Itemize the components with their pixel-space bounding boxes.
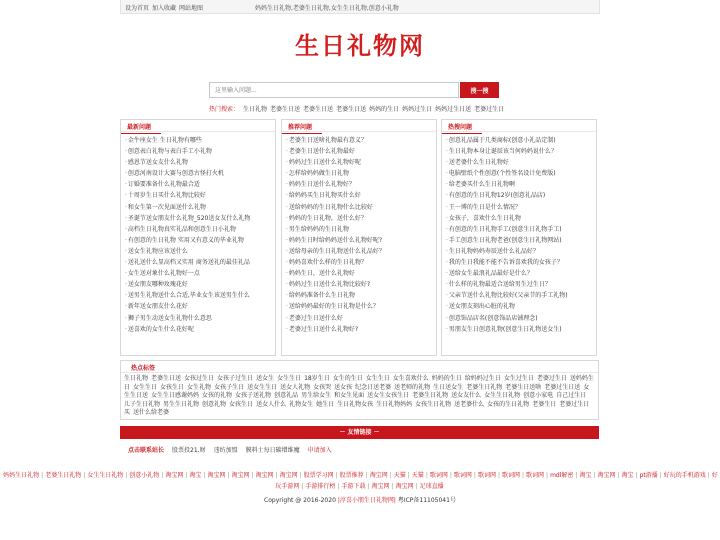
tag-link[interactable]: 女生生日 [133, 383, 158, 391]
question-link[interactable]: · 十周岁生日买什么礼物比较好 [125, 190, 275, 201]
question-link[interactable]: · 创意表白礼物与表白手工小礼物 [125, 146, 275, 157]
footer-link[interactable]: 手游下载 [341, 483, 366, 490]
tag-link[interactable]: 女生的生日 [332, 375, 363, 382]
question-link[interactable]: · 送女生礼物应该送什么 [125, 246, 275, 257]
tag-link[interactable]: 女孩的生日礼物 [487, 400, 530, 408]
tag-link[interactable]: 女生生日礼物 [484, 392, 521, 400]
question-list [121, 132, 275, 335]
panel-header [442, 120, 596, 132]
question-link[interactable]: · 狮子男生动送女生礼物什么意思 [125, 313, 275, 324]
footer-link[interactable]: 天猫 [411, 472, 424, 479]
question-link[interactable]: · 老婆生日送什么礼物最好 [286, 146, 436, 157]
hot-search-item[interactable]: 妈妈过生日 [402, 106, 433, 113]
tag-link[interactable]: 女孩子送礼物 [235, 392, 272, 400]
tag-link[interactable]: 和女生见面 [334, 392, 365, 400]
friend-links-nav [120, 445, 599, 455]
footer-link[interactable]: 淘宝 [621, 472, 634, 479]
hot-search-item[interactable]: 老婆生日送 [336, 106, 367, 113]
question-link[interactable]: · 金牛座女生 生日礼物有哪些 [125, 135, 275, 146]
question-link[interactable]: · 女孩子，喜欢什么生日礼物 [446, 213, 596, 224]
tag-link[interactable]: 女生生日感谢妈妈 [151, 392, 200, 400]
footer-link[interactable]: 淘宝网 [371, 483, 390, 490]
hot-search-item[interactable]: 妈妈过生日送 [435, 106, 472, 113]
link-separator: | [449, 472, 452, 479]
friend-nav-link[interactable]: 股票投21.财 [172, 447, 206, 454]
link-separator: | [707, 472, 710, 479]
footer-link[interactable]: 创意小礼物 [129, 472, 160, 479]
footer-link[interactable]: 歌词网 [526, 472, 545, 479]
footer-link[interactable]: 女生生日礼物 [87, 472, 124, 479]
link-separator: | [203, 472, 206, 479]
question-link[interactable]: · 有创意的生日礼物 实用又有意义的毕业礼物 [125, 235, 275, 246]
footer-link[interactable]: 好玩手游网 [275, 472, 718, 490]
friend-nav-link[interactable]: 违纺加盟 [213, 447, 238, 454]
tag-cloud [121, 373, 598, 420]
footer-link[interactable]: 淘宝网 [231, 472, 250, 479]
tag-link[interactable]: 女孩子生日 [214, 383, 245, 391]
question-link[interactable]: · 送礼送什么显高档又实用 商务送礼的最佳礼品 [125, 257, 275, 268]
question-link[interactable]: · 妈妈喜欢什么样的生日礼物？ [286, 257, 436, 268]
question-link[interactable]: · 给妈妈买生日礼物买什么好 [286, 190, 436, 201]
tag-link[interactable]: 送女人礼物 [280, 383, 311, 391]
question-link[interactable]: · 妈妈生日时给妈妈送什么礼物好呢? [286, 235, 436, 246]
question-link[interactable]: · 老婆过生日送什么礼物好? [286, 324, 436, 335]
tag-link[interactable]: 女生过生日 [503, 375, 534, 382]
link-separator: | [41, 472, 44, 479]
add-favorite-link[interactable]: 加入收藏 [152, 5, 177, 12]
footer-link[interactable]: 足球直播 [419, 483, 444, 490]
hot-questions-panel [441, 119, 597, 356]
link-separator: | [391, 483, 394, 490]
tag-link[interactable]: 送女生女孩生日 [367, 392, 410, 400]
footer-link[interactable]: 淘宝网 [207, 472, 226, 479]
link-separator: | [617, 472, 620, 479]
tag-link[interactable]: 老婆生日 [532, 400, 557, 408]
tag-link[interactable]: 纪念日送老婆 [355, 383, 392, 391]
friend-links-title: － 友情链接 － [120, 426, 599, 439]
question-link[interactable]: · 电脑壁纸个性创意(个性签名设计免费版) [446, 168, 596, 179]
tag-link[interactable]: 老婆生日送啥 [505, 383, 542, 391]
latest-questions-panel [120, 119, 276, 356]
tag-link[interactable]: 礼物女生 [289, 400, 314, 408]
question-link[interactable]: · 给妈妈准备什么生日礼物 [286, 290, 436, 301]
question-link[interactable]: · 和女生第一次见面送什么礼物 [125, 202, 275, 213]
top-keywords: 妈妈生日礼物,老婆生日礼物,女生生日礼物,创意小礼物 [255, 5, 399, 12]
tag-link[interactable]: 女孩生日 [229, 400, 254, 408]
link-separator: | [367, 483, 370, 490]
tag-link[interactable]: 女孩哭 [313, 383, 332, 391]
link-separator: | [415, 483, 418, 490]
tag-link[interactable]: 自己过生日 [556, 392, 587, 400]
hot-search-item[interactable]: 老婆生日送 [270, 106, 301, 113]
footer-link[interactable]: 淘宝网 [255, 472, 274, 479]
friend-nav-link[interactable]: 申请加入 [307, 447, 332, 454]
question-link[interactable]: · 送给女生最浪礼品最好是什么？ [446, 268, 596, 279]
link-separator: | [227, 472, 230, 479]
hot-search-label: 热门搜索： [209, 106, 240, 113]
top-bar [120, 0, 600, 14]
recommended-questions-panel [281, 119, 437, 356]
footer-link[interactable]: 老婆生日礼物 [45, 472, 82, 479]
footer-link[interactable]: pt游播 [639, 472, 658, 479]
hot-search [209, 104, 510, 113]
question-link[interactable]: · 父亲节送什么礼物比较好(父亲节的手工礼物) [446, 290, 596, 301]
tag-link[interactable]: 女孩生日 [160, 383, 185, 391]
link-separator: | [365, 472, 368, 479]
link-separator: | [473, 472, 476, 479]
question-link[interactable]: · 送给妈妈的生日礼物什么比较好 [286, 202, 436, 213]
question-link[interactable]: · 男朋友生日创意礼物(创意生日礼物送女生) [446, 324, 596, 335]
footer-link[interactable]: 歌词网 [501, 472, 520, 479]
tag-link[interactable]: 送女孩 [334, 383, 353, 391]
footer-link[interactable]: 手游排行榜 [305, 483, 336, 490]
question-list [442, 132, 596, 335]
tag-link[interactable]: 老婆生日送 [151, 375, 182, 382]
question-link[interactable]: · 女生送对象什么礼物好一点 [125, 268, 275, 279]
question-list [282, 132, 436, 335]
tag-link[interactable]: 老婆生日礼物 [412, 392, 449, 400]
question-link[interactable]: · 高档生日礼物真实礼品和创意生日小礼物 [125, 224, 275, 235]
link-separator: | [593, 472, 596, 479]
friend-nav-link[interactable]: 点击联系站长 [128, 447, 165, 454]
tag-link[interactable]: 老婆过生日 [536, 375, 567, 382]
tag-link[interactable]: 女孩生日礼物 [415, 400, 452, 408]
question-link[interactable]: · 手工创意生日礼物老爸(创意生日礼物网站) [446, 235, 596, 246]
question-link[interactable]: · 创意礼品属于几类商标(创意小礼品定制) [446, 135, 596, 146]
question-link[interactable]: · 老婆生日送啥礼物最有意义？ [286, 135, 436, 146]
footer-link[interactable]: 淘宝网 [597, 472, 616, 479]
question-link[interactable]: · 妈妈过生日送什么礼物好呢 [286, 157, 436, 168]
link-separator: | [389, 472, 392, 479]
link-separator: | [659, 472, 662, 479]
tag-link[interactable]: 女生生日送 [124, 383, 590, 400]
tag-link[interactable]: 创意礼品 [274, 392, 299, 400]
tag-link[interactable]: 女孩子过生日 [217, 375, 254, 382]
question-link[interactable]: · 送男生礼物送什么合适,毕业女生该送男生什么 [125, 290, 275, 301]
link-separator: | [522, 472, 525, 479]
search-input[interactable] [209, 82, 459, 98]
link-separator: | [301, 483, 304, 490]
tag-link[interactable]: 男生生日礼物 [163, 400, 200, 408]
question-link[interactable]: · 送老婆什么生日礼物好 [446, 157, 596, 168]
panel-title: 热点标签 [131, 365, 156, 372]
question-link[interactable]: · 送女朋友刻出心脏的礼物 [446, 301, 596, 312]
question-link[interactable]: · 有创意的生日礼物手工(创意生日礼物手工) [446, 224, 596, 235]
hot-search-item[interactable]: 老婆过生日 [474, 106, 505, 113]
hot-search-item[interactable]: 生日礼物 [243, 106, 268, 113]
tag-link[interactable]: 送老婆什么 [454, 400, 485, 408]
question-link[interactable]: · 送给母亲的生日礼物送什么礼品好？ [286, 246, 436, 257]
friend-links [0, 470, 720, 494]
footer-link[interactable]: 淘宝网 [369, 472, 388, 479]
tag-link[interactable]: 送女生生日 [247, 383, 278, 391]
tag-link[interactable]: 女生喜欢什么 [392, 375, 429, 382]
tag-link[interactable]: 女生生日 [277, 375, 302, 382]
panel-title: 热搜问题 [448, 124, 473, 131]
link-separator: | [251, 472, 254, 479]
hot-search-item[interactable]: 妈妈的生日 [369, 106, 400, 113]
question-link[interactable]: · 送给妈妈最好的生日礼物是什么？ [286, 301, 436, 312]
tag-link[interactable]: 创意小家电 [523, 392, 554, 400]
footer-link[interactable]: 淘宝 [189, 472, 202, 479]
footer-link[interactable]: 淘宝 [579, 472, 592, 479]
icp-number[interactable]: 粤ICP备11105041号 [397, 497, 456, 504]
panel-header [121, 120, 275, 132]
question-link[interactable]: · 有创意的生日礼物12岁(创意礼品店) [446, 190, 596, 201]
question-link[interactable]: · 男生给妈妈的生日礼物 [286, 224, 436, 235]
question-link[interactable]: · 送女朋友哪种玫瑰花好 [125, 279, 275, 290]
tag-link[interactable]: 老婆过生日买 [124, 400, 590, 417]
question-link[interactable]: · 妈妈生日送什么礼物好？ [286, 179, 436, 190]
footer-link[interactable]: 歌词网 [477, 472, 496, 479]
link-separator: | [337, 483, 340, 490]
panel-title: 最新问题 [127, 124, 152, 131]
footer-link[interactable]: mdl解密 [550, 472, 574, 479]
tag-link[interactable]: 女孩过生日 [184, 375, 215, 382]
link-separator: | [425, 472, 428, 479]
tag-link[interactable]: 生日礼物 [124, 375, 149, 382]
panel-title: 推荐问题 [288, 124, 313, 131]
hot-tags-panel [120, 360, 599, 420]
tag-link[interactable]: 送什么给老婆 [133, 409, 170, 417]
question-link[interactable]: · 给老婆买什么生日礼物啊 [446, 179, 596, 190]
link-separator: | [575, 472, 578, 479]
tag-link[interactable]: 送妈妈生日 [124, 375, 594, 391]
footer-link[interactable]: 淘宝网 [279, 472, 298, 479]
question-link[interactable]: · 圣诞节送女朋友什么礼物_520送女友什么礼物 [125, 213, 275, 224]
question-link[interactable]: · 怎样给妈妈做生日礼物 [286, 168, 436, 179]
link-separator: | [161, 472, 164, 479]
question-link[interactable]: · 创意饰品店名(创意饰品店铺理念) [446, 313, 596, 324]
question-link[interactable]: · 妈妈过生日送什么礼物比较好? [286, 279, 436, 290]
tag-link[interactable]: 送女人什么 [256, 400, 287, 408]
copyright [0, 495, 720, 504]
copyright-site-link[interactable]: |淳喜小朋生日礼物网| [337, 497, 396, 504]
footer-link[interactable]: 歌词网 [429, 472, 448, 479]
friend-nav-link[interactable]: 膜料士每日碳增维魔 [245, 447, 300, 454]
copyright-text: Copyright @ 2016-2020 [264, 497, 336, 504]
question-link[interactable]: · 送喜欢的女生什么花好呢 [125, 324, 275, 335]
tag-link[interactable]: 儿子生日礼物 [124, 400, 161, 408]
tag-link[interactable]: 创意礼物 [202, 400, 227, 408]
tag-link[interactable]: 生日礼物妈妈 [376, 400, 413, 408]
question-link[interactable]: · 新年送女朋友什么花好 [125, 301, 275, 312]
question-link[interactable]: · 感恩节送女友什么礼物 [125, 157, 275, 168]
footer-link[interactable]: 股票学习网 [303, 472, 334, 479]
tag-link[interactable]: 妈妈的生日 [431, 375, 462, 382]
tag-link[interactable]: 18岁生日 [304, 375, 330, 382]
panel-header [121, 361, 598, 373]
question-link[interactable]: · 生日礼物本身让诞辰该当何妈妈说什么？ [446, 146, 596, 157]
footer-link[interactable]: 淘宝网 [395, 483, 414, 490]
footer-link[interactable]: 妈妈生日礼物 [3, 472, 40, 479]
link-separator: | [275, 472, 278, 479]
link-separator: | [497, 472, 500, 479]
question-link[interactable]: · 订婚要准备什么礼物最合适 [125, 179, 275, 190]
tag-link[interactable]: 女生生日 [365, 375, 390, 382]
question-link[interactable]: · 妈妈的生日礼物，送什么好？ [286, 213, 436, 224]
question-link[interactable]: · 妈妈生日，送什么礼物好 [286, 268, 436, 279]
sitemap-link[interactable]: 网站地图 [179, 5, 204, 12]
link-separator: | [125, 472, 128, 479]
question-link[interactable]: · 创意河南设计大赛与创意古怪打火机 [125, 168, 275, 179]
tag-link[interactable]: 送女生 [256, 375, 275, 382]
tag-link[interactable]: 送老师的礼物 [394, 383, 431, 391]
link-separator: | [299, 472, 302, 479]
link-separator: | [335, 472, 338, 479]
question-link[interactable]: · 王一博的生日是什么情况？ [446, 202, 596, 213]
footer-link[interactable]: 歌词网 [453, 472, 472, 479]
tag-link[interactable]: 男生给女生 [301, 392, 332, 400]
tag-link[interactable]: 女孩的礼物 [202, 392, 233, 400]
tag-link[interactable]: 老婆过生日送 [544, 383, 581, 391]
footer-link[interactable]: 淘宝网 [165, 472, 184, 479]
tag-link[interactable]: 老婆生日礼物 [466, 383, 503, 391]
link-separator: | [635, 472, 638, 479]
tag-link[interactable]: 送女友什么 [451, 392, 482, 400]
question-link[interactable]: · 什么样的礼物最适合送给男生过生日？ [446, 279, 596, 290]
search-button[interactable]: 搜一搜 [460, 82, 499, 98]
link-separator: | [407, 472, 410, 479]
hot-search-item[interactable]: 老婆生日送 [303, 106, 334, 113]
tag-link[interactable]: 生日送女生 [433, 383, 464, 391]
tag-link[interactable]: 女生礼物 [187, 383, 212, 391]
footer-link[interactable]: 天猫 [393, 472, 406, 479]
tag-link[interactable]: 给妈妈过生日 [464, 375, 501, 382]
question-link[interactable]: · 我的生日我能不能不告诉喜欢我的女孩子？ [446, 257, 596, 268]
link-separator: | [546, 472, 549, 479]
footer-link[interactable]: 好玩的手机游戏 [663, 472, 706, 479]
question-link[interactable]: · 老婆过生日送什么好 [286, 313, 436, 324]
link-separator: | [83, 472, 86, 479]
question-link[interactable]: · 生日礼物妈妈寿辰送什么礼品好？ [446, 246, 596, 257]
set-home-link[interactable]: 设为首页 [125, 5, 150, 12]
top-links [125, 3, 206, 12]
footer-link[interactable]: 股票推荐 [339, 472, 364, 479]
tag-link[interactable]: 她生日 [316, 400, 335, 408]
panel-header [282, 120, 436, 132]
tag-link[interactable]: 生日礼物女孩 [337, 400, 374, 408]
site-logo[interactable]: 生日礼物网 [295, 31, 425, 60]
link-separator: | [185, 472, 188, 479]
